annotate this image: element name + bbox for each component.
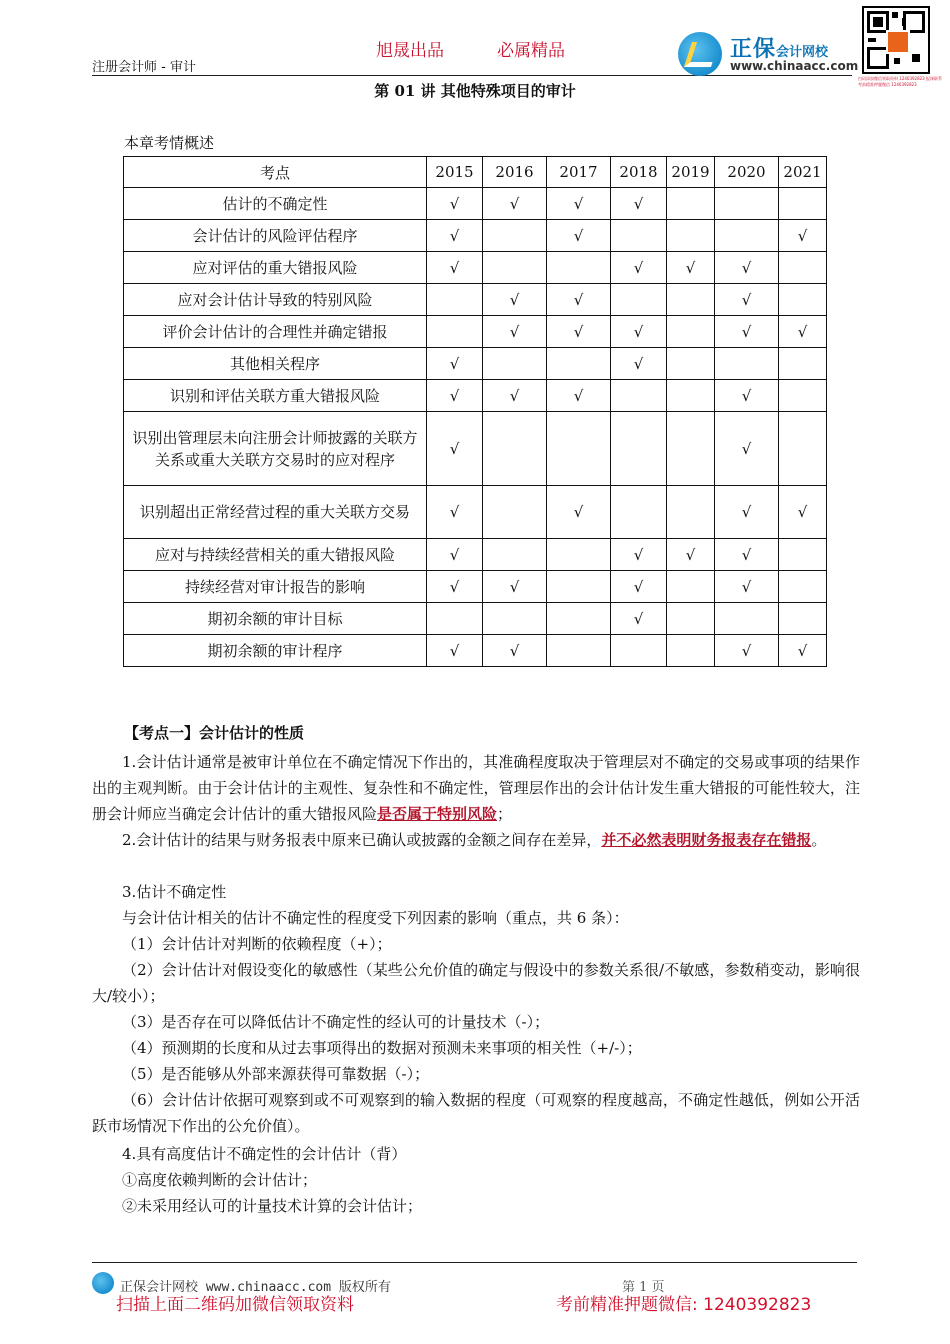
factor-item: （1）会计估计对判断的依赖程度（+）； [122, 935, 392, 953]
check-mark-icon: √ [741, 386, 752, 405]
check-mark-icon: √ [633, 354, 644, 373]
year-cell [779, 380, 827, 412]
check-mark-icon: √ [741, 290, 752, 309]
year-cell [547, 380, 611, 412]
sub-item: ①高度依赖判断的会计估计； [122, 1171, 318, 1189]
table-row [124, 603, 827, 635]
topic-cell: 应对与持续经营相关的重大错报风险 [124, 539, 427, 571]
check-mark-icon: √ [449, 354, 460, 373]
table-row [124, 220, 827, 252]
footer-copyright: 正保会计网校 www.chinaacc.com 版权所有 [120, 1280, 391, 1295]
year-cell [667, 412, 715, 486]
year-cell [427, 571, 483, 603]
year-cell [611, 284, 667, 316]
check-mark-icon: √ [741, 503, 752, 521]
header-cell: 2015 [427, 157, 483, 188]
year-cell [483, 380, 547, 412]
year-cell [715, 571, 779, 603]
section-title: 【考点一】会计估计的性质 [124, 724, 305, 742]
table-row [124, 486, 827, 539]
year-cell [547, 252, 611, 284]
year-cell [611, 316, 667, 348]
topic-cell: 应对会计估计导致的特别风险 [124, 284, 427, 316]
year-cell [779, 220, 827, 252]
table-row [124, 284, 827, 316]
year-cell [483, 539, 547, 571]
year-cell [483, 284, 547, 316]
check-mark-icon: √ [509, 194, 520, 213]
year-cell [667, 316, 715, 348]
year-cell [483, 220, 547, 252]
check-mark-icon: √ [741, 322, 752, 341]
year-cell [483, 252, 547, 284]
check-mark-icon: √ [573, 322, 584, 341]
year-cell [427, 316, 483, 348]
topic-cell: 期初余额的审计目标 [124, 603, 427, 635]
header-cell: 2016 [483, 157, 547, 188]
year-cell [427, 412, 483, 486]
table-row [124, 252, 827, 284]
year-cell [667, 571, 715, 603]
topic-cell: 评价会计估计的合理性并确定错报 [124, 316, 427, 348]
year-cell [667, 348, 715, 380]
table-row [124, 571, 827, 603]
year-cell [483, 316, 547, 348]
year-cell [611, 539, 667, 571]
table-row [124, 316, 827, 348]
year-cell [779, 571, 827, 603]
year-cell [483, 348, 547, 380]
check-mark-icon: √ [449, 503, 460, 521]
factor-item: （5）是否能够从外部来源获得可靠数据（-）； [122, 1065, 430, 1083]
table-row [124, 348, 827, 380]
year-cell [547, 284, 611, 316]
year-cell [611, 188, 667, 220]
qr-code-icon [862, 6, 930, 74]
year-cell [779, 284, 827, 316]
footer-promo-right: 考前精准押题微信: 1240392823 [556, 1295, 812, 1315]
year-cell [611, 486, 667, 539]
year-cell [667, 539, 715, 571]
footer-logo-icon [92, 1272, 114, 1294]
year-cell [427, 486, 483, 539]
slogan-right: 必属精品 [497, 41, 565, 61]
topic-cell: 持续经营对审计报告的影响 [124, 571, 427, 603]
year-cell [779, 486, 827, 539]
check-mark-icon: √ [449, 545, 460, 564]
check-mark-icon: √ [509, 322, 520, 341]
paragraph-3: 3.估计不确定性 [122, 883, 227, 901]
check-mark-icon: √ [797, 641, 808, 660]
year-cell [427, 220, 483, 252]
table-row [124, 412, 827, 486]
header-cell: 2020 [715, 157, 779, 188]
check-mark-icon: √ [741, 545, 752, 564]
check-mark-icon: √ [633, 258, 644, 277]
check-mark-icon: √ [449, 577, 460, 596]
logo-url: www.chinaacc.com [730, 59, 859, 73]
year-cell [779, 412, 827, 486]
check-mark-icon: √ [573, 194, 584, 213]
factor-item: （4）预测期的长度和从过去事项得出的数据对预测未来事项的相关性（+/-）； [122, 1039, 642, 1057]
logo-brand: 正保会计网校 [730, 37, 829, 62]
year-cell [611, 635, 667, 667]
year-cell [427, 284, 483, 316]
year-cell [427, 539, 483, 571]
year-cell [483, 571, 547, 603]
check-mark-icon: √ [741, 258, 752, 277]
year-cell [779, 603, 827, 635]
exam-frequency-table [123, 156, 827, 667]
topic-cell: 会计估计的风险评估程序 [124, 220, 427, 252]
year-cell [611, 220, 667, 252]
page-number: 第 1 页 [622, 1280, 665, 1295]
year-cell [715, 188, 779, 220]
year-cell [715, 316, 779, 348]
check-mark-icon: √ [449, 641, 460, 660]
year-cell [779, 635, 827, 667]
year-cell [547, 571, 611, 603]
footer-promo-left: 扫描上面二维码加微信领取资料 [116, 1295, 354, 1315]
year-cell [667, 284, 715, 316]
check-mark-icon: √ [573, 226, 584, 245]
year-cell [483, 486, 547, 539]
check-mark-icon: √ [633, 194, 644, 213]
year-cell [715, 539, 779, 571]
paragraph-4: 与会计估计相关的估计不确定性的程度受下列因素的影响（重点，共 6 条）： [122, 909, 629, 927]
year-cell [715, 348, 779, 380]
check-mark-icon: √ [573, 290, 584, 309]
year-cell [667, 380, 715, 412]
year-cell [667, 603, 715, 635]
year-cell [427, 635, 483, 667]
check-mark-icon: √ [449, 226, 460, 245]
footer-divider [92, 1262, 857, 1263]
check-mark-icon: √ [509, 577, 520, 596]
year-cell [667, 220, 715, 252]
year-cell [715, 486, 779, 539]
year-cell [483, 635, 547, 667]
year-cell [483, 188, 547, 220]
year-cell [667, 635, 715, 667]
topic-cell: 识别出管理层未向注册会计师披露的关联方关系或重大关联方交易时的应对程序 [124, 412, 427, 486]
lecture-title: 第 01 讲 其他特殊项目的审计 [374, 82, 576, 100]
header-cell: 2021 [779, 157, 827, 188]
check-mark-icon: √ [573, 386, 584, 405]
year-cell [611, 412, 667, 486]
header-cell: 2019 [667, 157, 715, 188]
topic-cell: 识别超出正常经营过程的重大关联方交易 [124, 486, 427, 539]
check-mark-icon: √ [633, 577, 644, 596]
logo-emblem-icon [678, 32, 722, 76]
slogan-left: 旭晟出品 [376, 41, 444, 61]
check-mark-icon: √ [797, 322, 808, 341]
year-cell [715, 284, 779, 316]
topic-cell: 应对评估的重大错报风险 [124, 252, 427, 284]
year-cell [547, 220, 611, 252]
year-cell [779, 348, 827, 380]
year-cell [715, 635, 779, 667]
header-cell: 考点 [124, 157, 427, 188]
year-cell [611, 603, 667, 635]
year-cell [611, 380, 667, 412]
year-cell [547, 188, 611, 220]
factor-item: （6）会计估计依据可观察到或不可观察到的输入数据的程度（可观察的程度越高，不确定性越低，例如公开活跃市场情况下作出的公允价值）。 [92, 1091, 860, 1135]
year-cell [611, 348, 667, 380]
year-cell [427, 252, 483, 284]
year-cell [715, 603, 779, 635]
year-cell [547, 635, 611, 667]
year-cell [547, 316, 611, 348]
paragraph-1: 1.会计估计通常是被审计单位在不确定情况下作出的，其准确程度取决于管理层对不确定的交易或事项的结果作出的主观判断。由于会计估计的主观性、复杂性和不确定性，管理层作出的会计估计发生重大错报的可能性较大，注册会计师应当确定会计估计的重大错报风险是否属于特别风险； [92, 753, 860, 823]
year-cell [483, 412, 547, 486]
paragraph-5: 4.具有高度估计不确定性的会计估计（背） [122, 1145, 407, 1163]
year-cell [715, 412, 779, 486]
check-mark-icon: √ [449, 258, 460, 277]
highlight-not-misstatement: 并不必然表明财务报表存在错报 [601, 831, 812, 849]
year-cell [427, 603, 483, 635]
header-cell: 2017 [547, 157, 611, 188]
check-mark-icon: √ [797, 226, 808, 245]
table-header-row [124, 157, 827, 188]
topic-cell: 期初余额的审计程序 [124, 635, 427, 667]
year-cell [667, 486, 715, 539]
table-row [124, 635, 827, 667]
check-mark-icon: √ [741, 577, 752, 596]
table-row [124, 188, 827, 220]
year-cell [483, 603, 547, 635]
chinaacc-logo [678, 28, 858, 78]
check-mark-icon: √ [509, 641, 520, 660]
sub-item: ②未采用经认可的计量技术计算的会计估计； [122, 1197, 423, 1215]
year-cell [547, 348, 611, 380]
check-mark-icon: √ [633, 545, 644, 564]
check-mark-icon: √ [509, 386, 520, 405]
check-mark-icon: √ [741, 439, 752, 458]
check-mark-icon: √ [685, 258, 696, 277]
check-mark-icon: √ [685, 545, 696, 564]
year-cell [427, 380, 483, 412]
year-cell [427, 348, 483, 380]
factor-item: （3）是否存在可以降低估计不确定性的经认可的计量技术（-）； [122, 1013, 550, 1031]
factor-item: （2）会计估计对假设变化的敏感性（某些公允价值的确定与假设中的参数关系很/不敏感，参数稍变动，影响很大/较小）； [92, 961, 860, 1005]
check-mark-icon: √ [449, 439, 460, 458]
year-cell [547, 539, 611, 571]
check-mark-icon: √ [449, 194, 460, 213]
qr-note: 扫码添加微信领取资料 1240392823 报课联系 考前精准押题微信 1240392823 [858, 76, 942, 87]
course-name: 注册会计师 - 审计 [92, 60, 196, 75]
check-mark-icon: √ [633, 322, 644, 341]
year-cell [715, 252, 779, 284]
year-cell [427, 188, 483, 220]
check-mark-icon: √ [741, 641, 752, 660]
table-row [124, 380, 827, 412]
topic-cell: 估计的不确定性 [124, 188, 427, 220]
check-mark-icon: √ [509, 290, 520, 309]
year-cell [779, 252, 827, 284]
year-cell [779, 316, 827, 348]
year-cell [667, 252, 715, 284]
year-cell [547, 603, 611, 635]
check-mark-icon: √ [797, 503, 808, 521]
year-cell [611, 571, 667, 603]
year-cell [547, 486, 611, 539]
check-mark-icon: √ [573, 503, 584, 521]
topic-cell: 其他相关程序 [124, 348, 427, 380]
year-cell [779, 188, 827, 220]
paragraph-2: 2.会计估计的结果与财务报表中原来已确认或披露的金额之间存在差异，并不必然表明财务报表存在错报。 [122, 831, 827, 849]
overview-label: 本章考情概述 [124, 134, 215, 152]
topic-cell: 识别和评估关联方重大错报风险 [124, 380, 427, 412]
year-cell [547, 412, 611, 486]
header-cell: 2018 [611, 157, 667, 188]
year-cell [779, 539, 827, 571]
highlight-special-risk: 是否属于特别风险 [377, 805, 498, 823]
table-row [124, 539, 827, 571]
year-cell [715, 380, 779, 412]
year-cell [611, 252, 667, 284]
factor-list [92, 931, 860, 1139]
check-mark-icon: √ [633, 609, 644, 628]
year-cell [667, 188, 715, 220]
check-mark-icon: √ [449, 386, 460, 405]
year-cell [715, 220, 779, 252]
